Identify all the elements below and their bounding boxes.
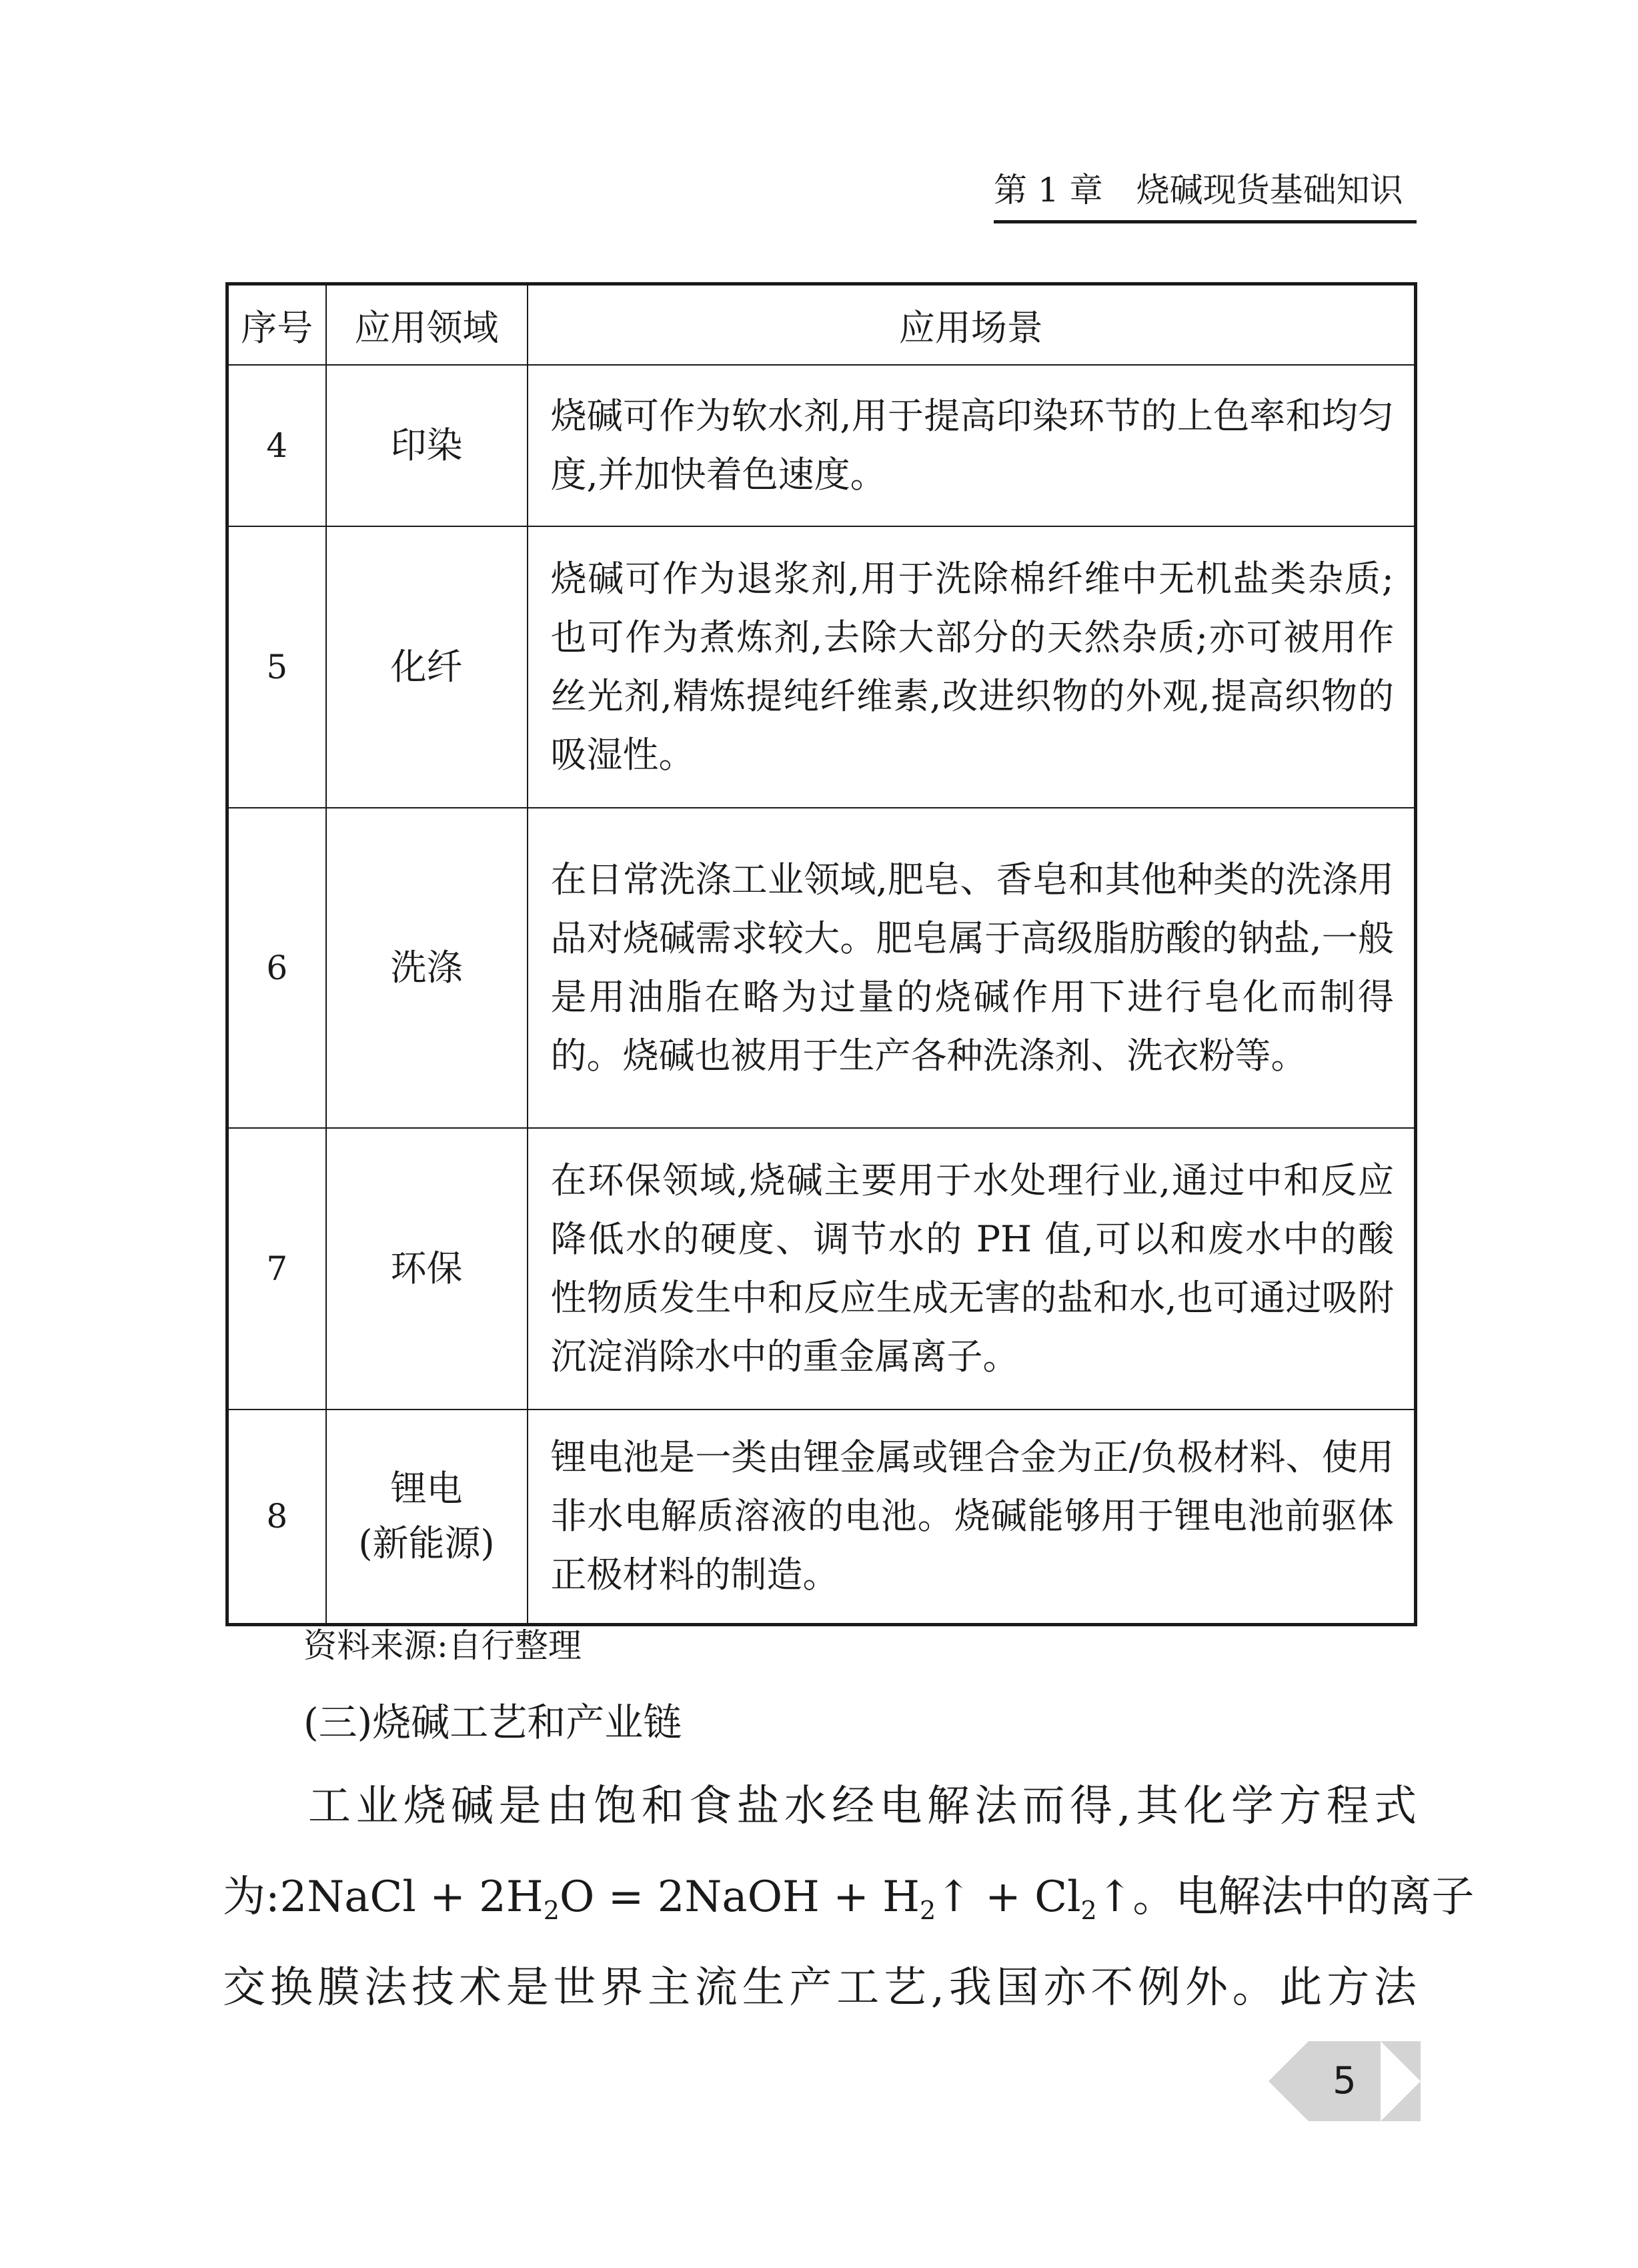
section-heading: (三)烧碱工艺和产业链 (303, 1700, 682, 1745)
running-header (994, 167, 1417, 213)
equation-end: ↑。电解法中的离子 (1096, 1872, 1475, 1922)
table-row (227, 808, 1416, 1128)
row-scenario: 在环保领域,烧碱主要用于水处理行业,通过中和反应降低水的硬度、调节水的 PH 值,可以和废水中的酸性物质发生中和反应生成无害的盐和水,也可通过吸附沉淀消除水中的重金属离子。 (528, 1128, 1416, 1409)
header-field: 应用领域 (326, 284, 528, 366)
row-field-sublabel: (新能源) (358, 1522, 495, 1565)
row-field (326, 1409, 528, 1624)
page-number: 5 (1333, 2059, 1357, 2103)
row-field (326, 1128, 528, 1409)
row-field-label: 印染 (390, 424, 463, 466)
header-scenario: 应用场景 (528, 284, 1416, 366)
equation-line (223, 1852, 1475, 1942)
chlorine-subscript: 2 (1080, 1896, 1097, 1925)
table-row (227, 526, 1416, 808)
row-scenario: 烧碱可作为软水剂,用于提高印染环节的上色率和均匀度,并加快着色速度。 (528, 365, 1416, 526)
row-field-label: 环保 (390, 1247, 463, 1289)
row-field-label: 洗涤 (390, 947, 463, 989)
table-source-note: 资料来源:自行整理 (303, 1626, 582, 1665)
row-index: 5 (227, 526, 326, 808)
row-index: 4 (227, 365, 326, 526)
page-number-badge (1269, 2041, 1421, 2121)
row-field (326, 526, 528, 808)
paragraph-line: 交换膜法技术是世界主流生产工艺,我国亦不例外。此方法 (223, 1963, 1417, 2013)
paragraph-line: 工业烧碱是由饱和食盐水经电解法而得,其化学方程式 (308, 1782, 1417, 1831)
row-field-label: 化纤 (390, 646, 463, 688)
table-row (227, 1409, 1416, 1624)
application-table (225, 282, 1417, 1626)
chapter-number: 第 1 章 (994, 171, 1103, 209)
row-field (326, 808, 528, 1128)
row-index: 7 (227, 1128, 326, 1409)
header-rule (994, 220, 1417, 223)
chapter-title: 烧碱现货基础知识 (1136, 171, 1403, 209)
row-index: 6 (227, 808, 326, 1128)
table-row (227, 1128, 1416, 1409)
water-subscript: 2 (543, 1896, 560, 1925)
row-scenario: 在日常洗涤工业领域,肥皂、香皂和其他种类的洗涤用品对烧碱需求较大。肥皂属于高级脂肪酸的钠盐,一般是用油脂在略为过量的烧碱作用下进行皂化而制得的。烧碱也被用于生产各种洗涤剂、洗衣粉等。 (528, 808, 1416, 1128)
equation-prefix: 为:2NaCl + 2H (223, 1872, 544, 1922)
row-scenario: 锂电池是一类由锂金属或锂合金为正/负极材料、使用非水电解质溶液的电池。烧碱能够用于锂电池前驱体正极材料的制造。 (528, 1409, 1416, 1624)
row-field-label: 锂电 (390, 1468, 463, 1510)
table-row (227, 365, 1416, 526)
equation-tail: ↑ + Cl (936, 1872, 1081, 1922)
equation-middle: O = 2NaOH + H (559, 1872, 920, 1922)
hydrogen-subscript: 2 (919, 1896, 936, 1925)
body-paragraph (223, 1761, 1475, 2033)
table-header-row (227, 284, 1416, 366)
row-field (326, 365, 528, 526)
row-index: 8 (227, 1409, 326, 1624)
header-index: 序号 (227, 284, 326, 366)
row-scenario: 烧碱可作为退浆剂,用于洗除棉纤维中无机盐类杂质;也可作为煮炼剂,去除大部分的天然杂质;亦可被用作丝光剂,精炼提纯纤维素,改进织物的外观,提高织物的吸湿性。 (528, 526, 1416, 808)
